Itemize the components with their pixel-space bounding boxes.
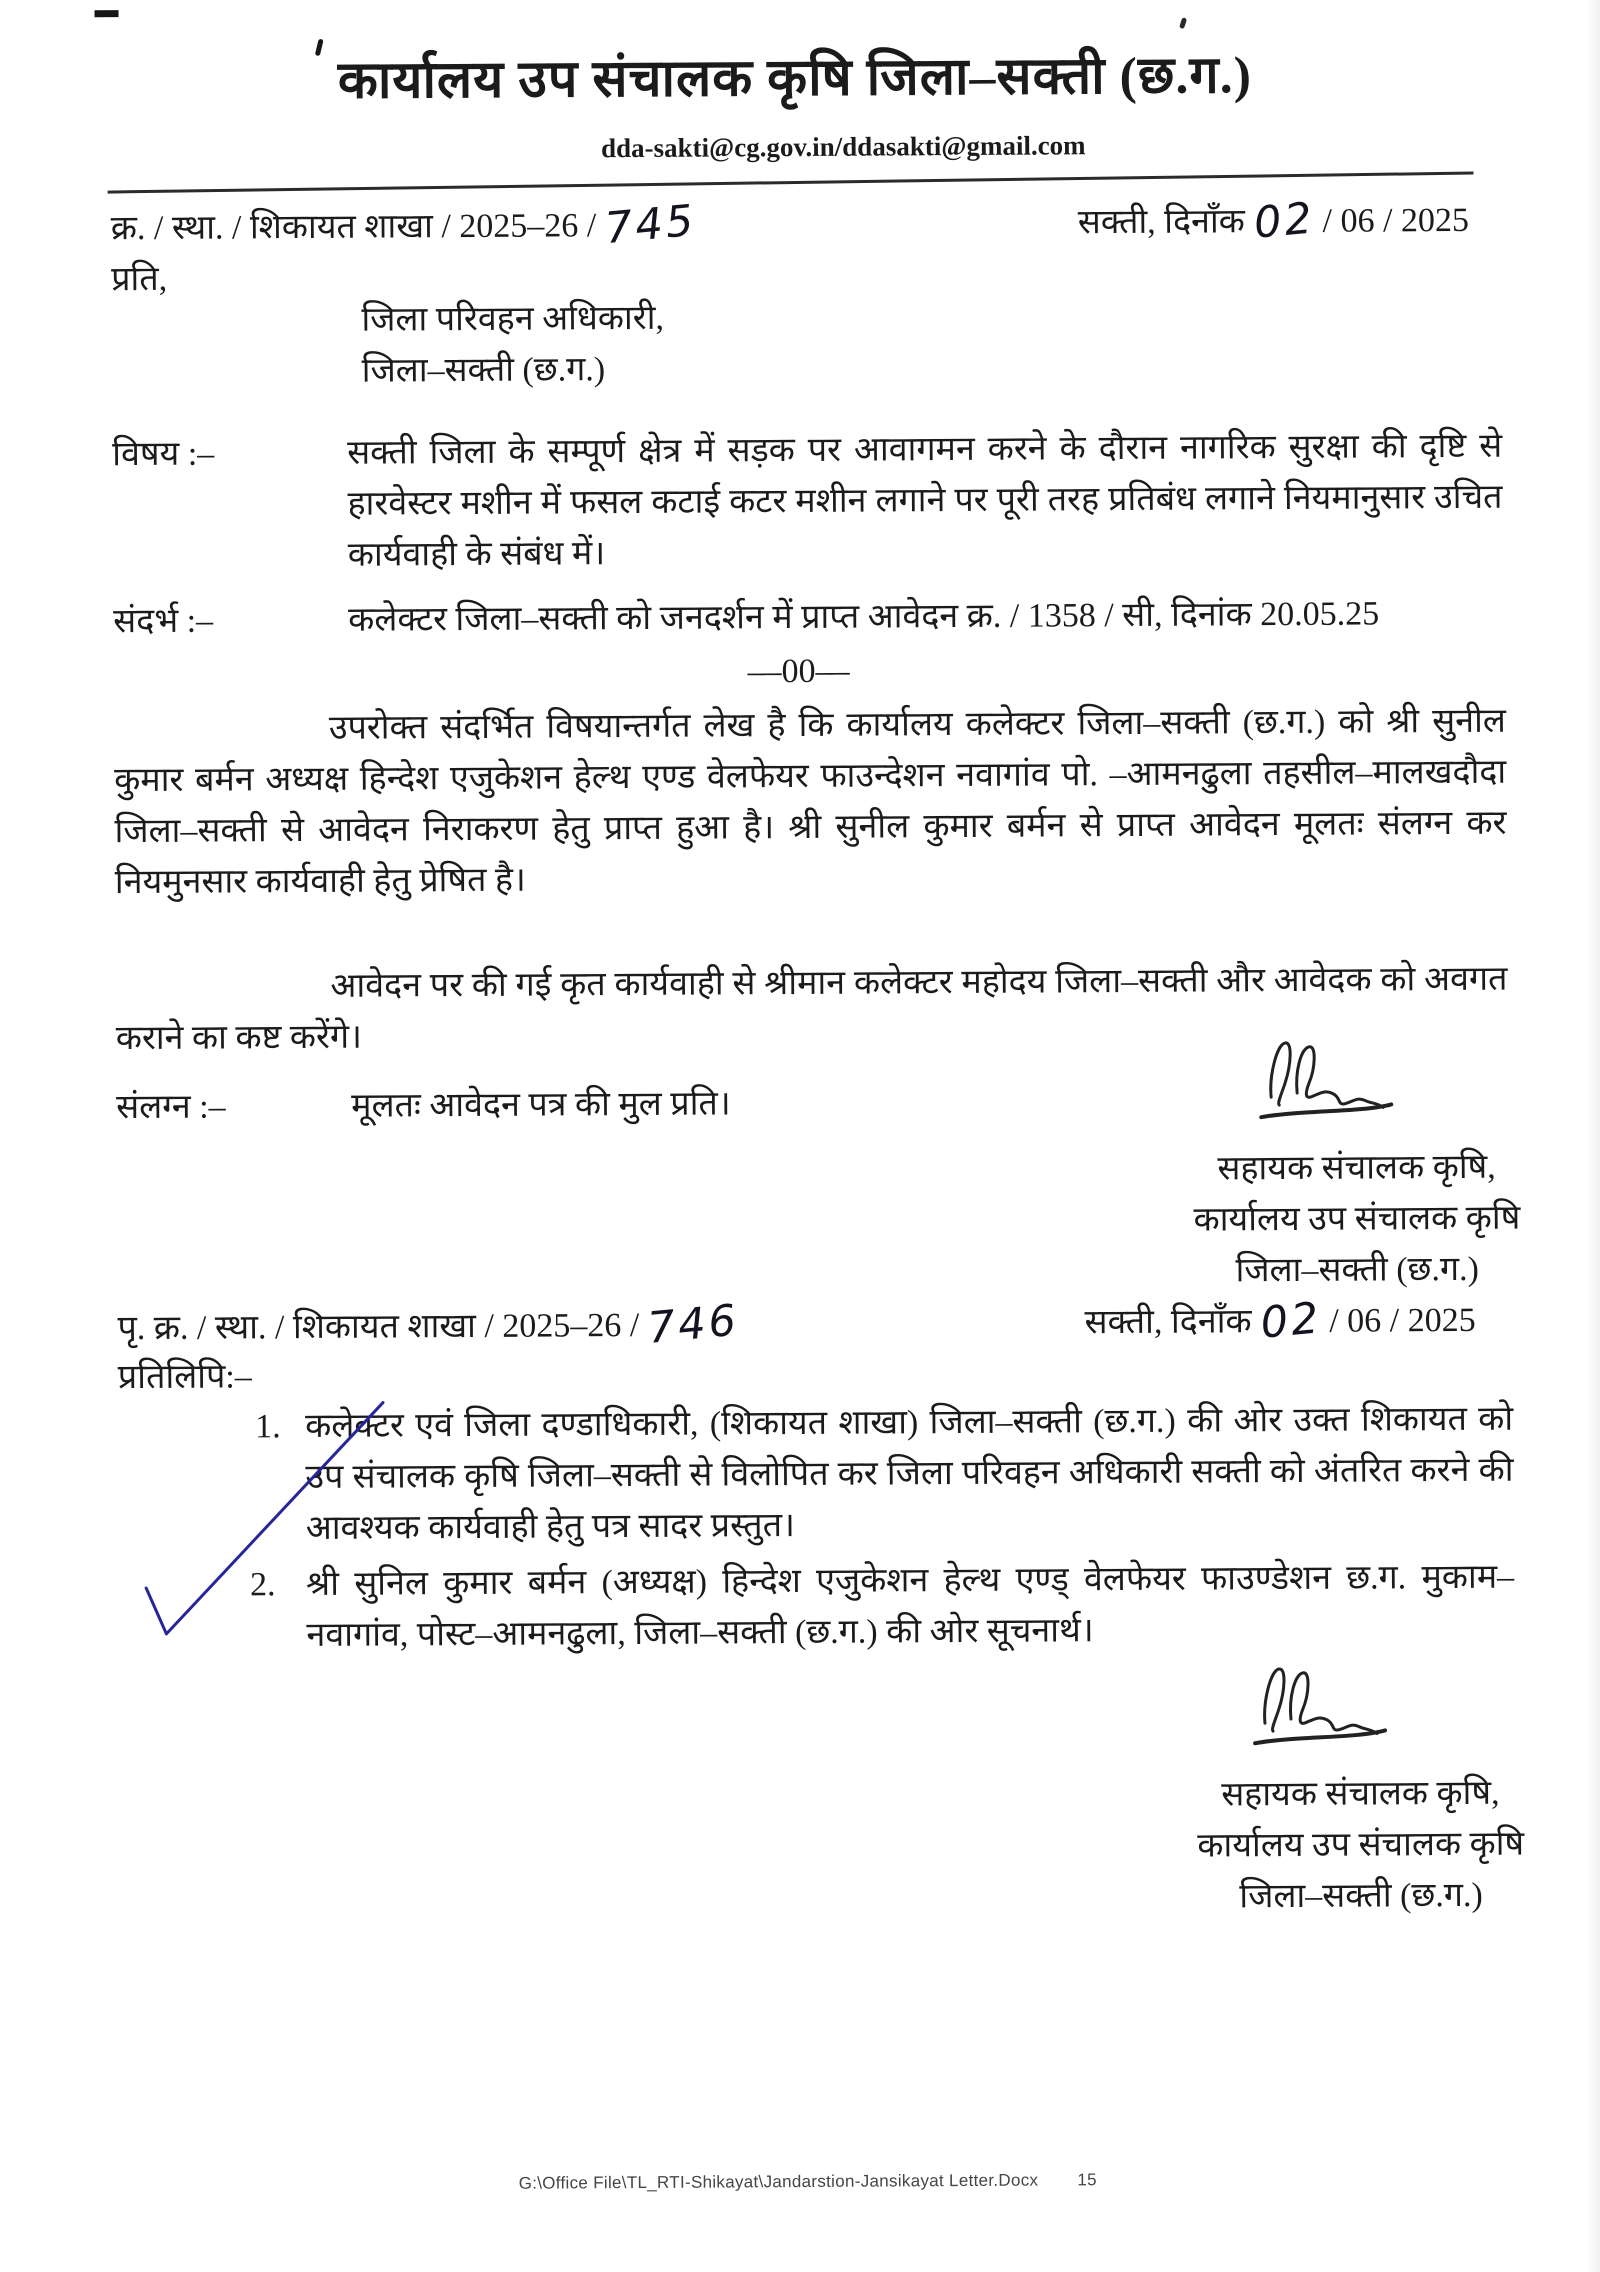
endorsement-date-day-handwritten: 02 — [1258, 1293, 1324, 1349]
endorsement-date-rest-printed: / 06 / 2025 — [1329, 1301, 1476, 1340]
subject-label: विषय :– — [112, 435, 215, 474]
section-separator: ––00–– — [747, 652, 850, 691]
signatory-block — [1155, 1767, 1566, 1923]
pen-stroke-mark — [121, 1394, 423, 1666]
signatory-district: जिला–सक्ती (छ.ग.) — [1235, 1250, 1480, 1290]
endorsement-number-printed: पृ. क्र. / स्था. / शिकायत शाखा / 2025–26 / — [117, 1306, 640, 1348]
reference-number-printed: क्र. / स्था. / शिकायत शाखा / 2025–26 / — [110, 207, 597, 248]
reference-text: कलेक्टर जिला–सक्ती को जनदर्शन में प्राप्त आवेदन क्र. / 1358 / सी, दिनांक 20.05.25 — [348, 595, 1380, 639]
endorsement-number-line — [117, 1295, 742, 1354]
signatory-designation: सहायक संचालक कृषि, — [1221, 1774, 1500, 1814]
footer-page-number: 15 — [1077, 2170, 1097, 2190]
page-title: कार्यालय उप संचालक कृषि जिला–सक्ती (छ.ग.) — [337, 47, 1253, 110]
document-footer — [8, 2167, 1600, 2197]
signature-icon — [1239, 1032, 1410, 1133]
copy-item-number: 2. — [250, 1566, 276, 1604]
copy-item-text: कलेक्टर एवं जिला दण्डाधिकारी, (शिकायत शाखा) जिला–सक्ती (छ.ग.) की ओर उक्त शिकायत को उप संचालक कृषि जिला–सक्ती से विलोपित कर जिला परिवहन अधिकारी सक्ती को अंतरित करने की आवश्यक कार्यवाही हेतु पत्र सादर प्रस्तुत। — [305, 1400, 1514, 1548]
reference-label: संदर्भ :– — [113, 602, 214, 641]
reference-number-handwritten: 745 — [602, 195, 699, 255]
signatory-designation: सहायक संचालक कृषि, — [1217, 1148, 1496, 1188]
scan-artifact — [94, 10, 118, 17]
copy-item-text: श्री सुनिल कुमार बर्मन (अध्यक्ष) हिन्देश एजुकेशन हेल्थ एण्ड् वेलफेयर फाउण्डेशन छ.ग. मुकाम–नवागांव, पोस्ट–आमनढुला, जिला–सक्ती (छ.ग.) की ओर सूचनार्थ। — [306, 1558, 1515, 1655]
addressee-line: जिला–सक्ती (छ.ग.) — [361, 351, 606, 390]
date-day-handwritten: 02 — [1251, 193, 1317, 249]
scan-artifact — [1179, 17, 1187, 29]
reference-number-line — [110, 195, 699, 255]
letterhead-divider — [108, 172, 1474, 194]
letterhead-email: dda-sakti@cg.gov.in/ddasakti@gmail.com — [600, 130, 1086, 164]
endorsement-place-date-printed: सक्ती, दिनाँक — [1084, 1303, 1252, 1342]
addressee-block — [361, 293, 664, 397]
body-paragraph: आवेदन पर की गई कृत कार्यवाही से श्रीमान कलेक्टर महोदय जिला–सक्ती और आवेदक को अवगत कराने का कष्ट करेंगे। — [115, 960, 1508, 1058]
enclosure-text: मूलतः आवेदन पत्र की मुल प्रति। — [351, 1085, 731, 1125]
salutation: प्रति, — [111, 260, 168, 299]
footer-file-path: G:\Office File\TL_RTI-Shikayat\Jandarstion-Jansikayat Letter.Docx — [518, 2170, 1039, 2193]
copy-item-number: 1. — [255, 1408, 281, 1446]
signatory-block — [1151, 1141, 1562, 1297]
enclosure-label: संलग्न :– — [116, 1088, 226, 1127]
scan-edge-shadow — [1586, 0, 1600, 2272]
signatory-district: जिला–सक्ती (छ.ग.) — [1239, 1876, 1483, 1916]
place-date-printed: सक्ती, दिनाँक — [1077, 203, 1245, 242]
copy-to-label: प्रतिलिपि:– — [117, 1358, 252, 1397]
signatory-office: कार्यालय उप संचालक कृषि — [1193, 1199, 1521, 1239]
endorsement-place-date-line — [1084, 1292, 1475, 1348]
body-paragraph: उपरोक्त संदर्भित विषयान्तर्गत लेख है कि कार्यालय कलेक्टर जिला–सक्ती (छ.ग.) को श्री सुनील कुमार बर्मन अध्यक्ष हिन्देश एजुकेशन हेल्थ एण्ड वेलफेयर फाउन्देशन नवागांव पो. –आमनढुला तहसील–मालखदौदा जिला–सक्ती से आवेदन निराकरण हेतु प्राप्त हुआ है। श्री सुनील कुमार बर्मन से प्राप्त आवेदन मूलतः संलग्न कर नियमुनसार कार्यवाही हेतु प्रेषित है। — [114, 702, 1507, 902]
addressee-line: जिला परिवहन अधिकारी, — [361, 299, 665, 339]
endorsement-number-handwritten: 746 — [645, 1295, 742, 1354]
date-rest-printed: / 06 / 2025 — [1322, 201, 1470, 240]
signatory-office: कार्यालय उप संचालक कृषि — [1197, 1825, 1525, 1865]
subject-text: सक्ती जिला के सम्पूर्ण क्षेत्र में सड़क पर आवागमन करने के दौरान नागरिक सुरक्षा की दृष्टि से हारवेस्टर मशीन में फसल कटाई कटर मशीन लगाने पर पूरी तरह प्रतिबंध लगाने नियमानुसार उचित कार्यवाही के संबंध में। — [347, 427, 1503, 574]
signature-icon — [1233, 1658, 1404, 1759]
place-date-line — [1078, 192, 1469, 248]
